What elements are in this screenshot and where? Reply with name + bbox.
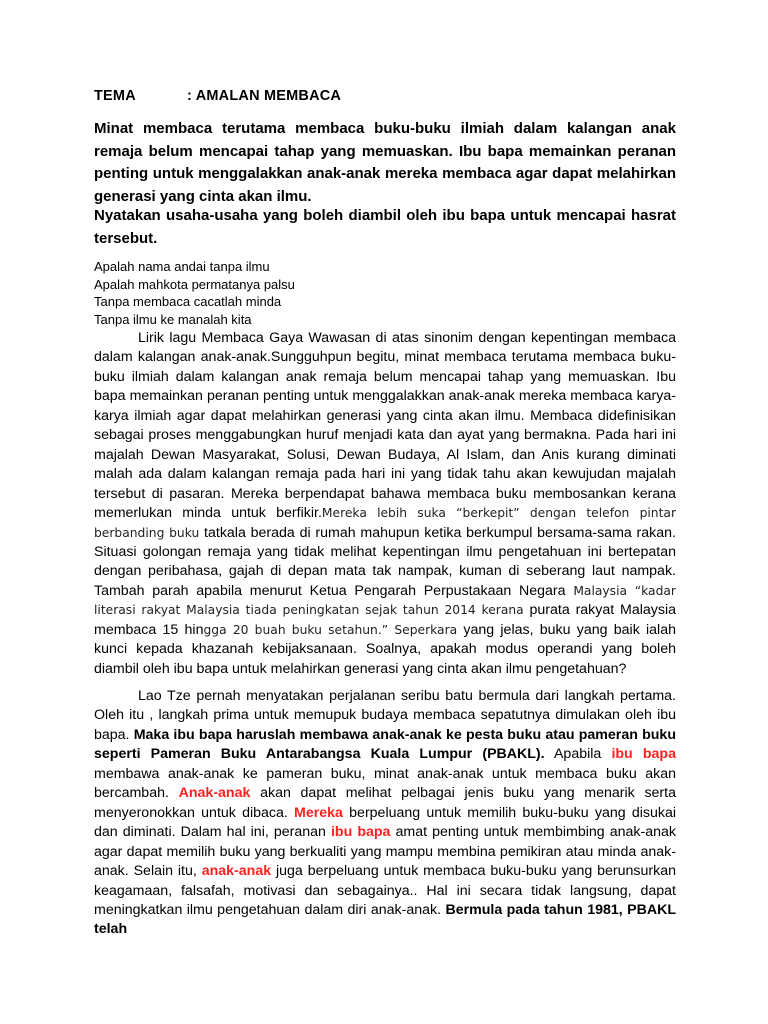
essay-quote-alt-font: Malaysia “kadar literasi rakyat Malaysia tiada peningkatan sejak tahun 2014 kerana xyxy=(94,583,676,618)
essay-text: amat penting untuk membimbing anak-anak agar dapat memilih buku yang berkualiti yang mampu membina pemikiran atau minda anak-anak. Selain itu, xyxy=(94,824,676,880)
poem-line: Apalah mahkota permatanya palsu xyxy=(94,276,295,292)
highlight-keyword: anak-anak xyxy=(201,863,272,880)
poem-line: Tanpa ilmu ke manalah kita xyxy=(94,311,252,327)
essay-text: tatkala berada di rumah mahupun ketika berkumpul bersama-sama rakan. Situasi golongan remaja yang tidak melihat kepentingan ilmu pengetahuan ini bertepatan dengan peribahasa, gajah di depan mata tak nampak, kuman di seberang laut nampak. Tambah parah apabila menurut Ketua Pengarah Perpustakaan Negara xyxy=(94,524,676,599)
essay-main-idea: Maka ibu bapa haruslah membawa anak-anak ke pesta buku atau pameran buku seperti Pameran Buku Antarabangsa Kuala Lumpur (PBAKL). xyxy=(94,726,676,763)
tema-value: : AMALAN MEMBACA xyxy=(187,88,342,104)
essay-text: membawa anak-anak ke pameran buku, minat anak-anak untuk membaca buku akan bercambah. xyxy=(94,765,676,802)
essay-text: berpeluang untuk memilih buku-buku yang disukai dan diminati. Dalam hal ini, peranan xyxy=(94,804,676,841)
essay-text: Lao Tze pernah menyatakan perjalanan seribu batu bermula dari langkah pertama. Oleh itu , langkah prima untuk memupuk budaya membaca sepatutnya dimulakan oleh ibu bapa. xyxy=(94,688,676,743)
essay-bold-continuation: Bermula pada tahun 1981, PBAKL telah xyxy=(94,901,676,938)
essay-text: akan dapat melihat pelbagai jenis buku yang menarik serta menyeronokkan untuk dibaca. xyxy=(94,785,676,821)
essay-paragraph-point-1 xyxy=(94,687,676,940)
tema-label: TEMA xyxy=(94,88,136,104)
poem-line: Tanpa membaca cacatlah minda xyxy=(94,294,282,310)
essay-text: yang jelas, buku yang baik ialah kunci kepada khazanah kebijaksanaan. Soalnya, apakah modus operandi yang boleh diambil oleh ibu bapa untuk melahirkan generasi yang cinta akan ilmu pengetahuan? xyxy=(94,621,676,677)
highlight-keyword: ibu bapa xyxy=(611,746,676,763)
essay-text: juga berpeluang untuk membaca buku-buku yang berunsurkan keagamaan, falsafah, motivasi dan sebagainya.. Hal ini secara tidak langsung, dapat meningkatkan ilmu pengetahuan dalam diri anak-anak. xyxy=(94,863,676,918)
highlight-keyword: ibu bapa xyxy=(330,824,391,841)
poem-lyrics xyxy=(94,258,295,328)
essay-text: purata rakyat Malaysia membaca 15 hin xyxy=(94,602,677,638)
essay-text: Lirik lagu Membaca Gaya Wawasan di atas sinonim dengan kepentingan membaca dalam kalangan anak-anak.Sungguhpun begitu, minat membaca terutama membaca buku-buku ilmiah dalam kalangan anak remaja belum mencapai tahap yang memuaskan. Ibu bapa memainkan peranan penting untuk menggalakkan anak-anak mereka membaca karya-karya ilmiah agar dapat melahirkan generasi yang cinta akan ilmu. Membaca didefinisikan sebagai proses menggabungkan huruf menjadi kata dan ayat yang bermakna. Pada hari ini majalah Dewan Masyarakat, Solusi, Dewan Budaya, Al Islam, dan Anis kurang diminati malah ada dalam kalangan remaja pada hari ini yang tidak tahu akan kewujudan majalah tersebut di pasaran. Mereka berpendapat bahawa membaca buku membosankan kerana memerlukan minda untuk berfikir. xyxy=(94,330,676,522)
poem-line: Apalah nama andai tanpa ilmu xyxy=(94,259,270,274)
question-paragraph-2: Nyatakan usaha-usaha yang boleh diambil oleh ibu bapa untuk mencapai hasrat tersebut. xyxy=(94,207,676,247)
essay-quote-alt-font: gga 20 buah buku setahun.” Seperkara xyxy=(203,622,458,637)
essay-text-alt-font: Mereka lebih suka “berkepit” dengan telefon pintar berbanding buku xyxy=(94,506,676,540)
essay-paragraph-introduction xyxy=(94,329,676,679)
highlight-keyword: Mereka xyxy=(294,804,343,821)
tema-heading xyxy=(94,88,342,104)
highlight-keyword: Anak-anak xyxy=(178,785,251,802)
essay-text: Apabila xyxy=(544,746,612,763)
question-paragraph-1: Minat membaca terutama membaca buku-buku ilmiah dalam kalangan anak remaja belum mencapai tahap yang memuaskan. Ibu bapa memainkan peranan penting untuk menggalakkan anak-anak mereka membaca agar dapat melahirkan generasi yang cinta akan ilmu. xyxy=(94,120,676,205)
